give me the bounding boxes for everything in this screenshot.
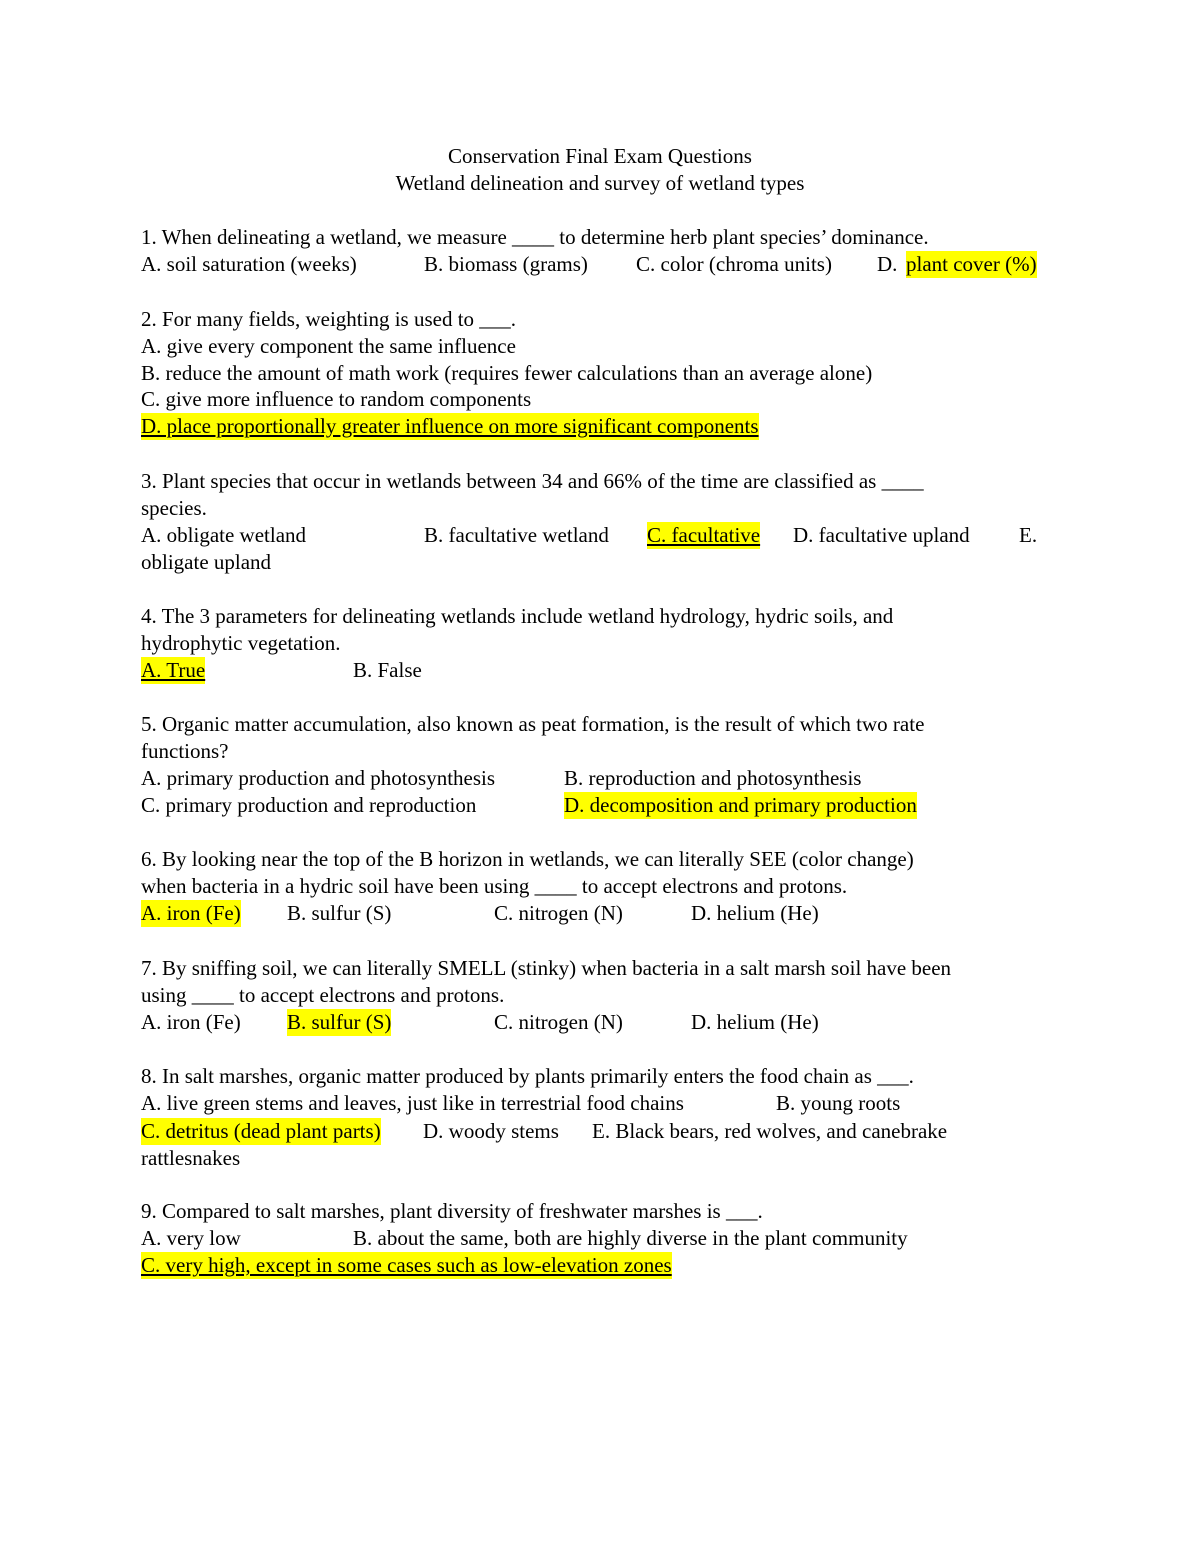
q2-option-a: A. give every component the same influence [141,334,516,358]
q1-option-c: C. color (chroma units) [636,252,832,276]
exam-subtitle: Wetland delineation and survey of wetland types [395,171,805,195]
q7-option-c: C. nitrogen (N) [494,1010,623,1034]
q5-option-c: C. primary production and reproduction [141,793,477,817]
question-4-stem: 4. The 3 parameters for delineating wetlands include wetland hydrology, hydric soils, and [141,604,894,628]
q9-option-c-answer: C. very high, except in some cases such as low-elevation zones [141,1253,672,1277]
question-9-stem: 9. Compared to salt marshes, plant diversity of freshwater marshes is ___. [141,1199,763,1223]
question-3-stem: 3. Plant species that occur in wetlands between 34 and 66% of the time are classified as ____ [141,469,924,493]
q8-option-a: A. live green stems and leaves, just like in terrestrial food chains [141,1091,684,1115]
q8-option-b: B. young roots [776,1091,901,1115]
q8-option-e: E. Black bears, red wolves, and canebrake [592,1119,948,1143]
q6-option-a-answer: A. iron (Fe) [141,901,241,925]
q9-option-b: B. about the same, both are highly diverse in the plant community [353,1226,908,1250]
q6-option-d: D. helium (He) [691,901,819,925]
exam-title: Conservation Final Exam Questions Wetland delineation and survey of wetland types [395,144,805,195]
q6-option-c: C. nitrogen (N) [494,901,623,925]
q4-option-a-answer: A. True [141,658,206,682]
q2-option-d-answer: D. place proportionally greater influence on more significant components [141,414,759,438]
question-6-stem: 6. By looking near the top of the B horizon in wetlands, we can literally SEE (color change) [141,847,914,871]
question-3-stem-cont: species. [141,496,207,520]
question-5-stem-cont: functions? [141,739,229,763]
question-7-stem-cont: using ____ to accept electrons and protons. [141,983,505,1007]
question-8-stem: 8. In salt marshes, organic matter produced by plants primarily enters the food chain as ___. [141,1064,914,1088]
q8-option-d: D. woody stems [423,1119,559,1143]
q7-option-b-answer: B. sulfur (S) [287,1010,392,1034]
q1-option-d-letter: D. [877,252,898,276]
question-7-stem: 7. By sniffing soil, we can literally SMELL (stinky) when bacteria in a salt marsh soil have been [141,956,952,980]
q1-option-a: A. soil saturation (weeks) [141,252,357,276]
question-4-stem-cont: hydrophytic vegetation. [141,631,341,655]
q6-option-b: B. sulfur (S) [287,901,392,925]
q5-option-d-answer: D. decomposition and primary production [564,793,917,817]
q4-option-b: B. False [353,658,422,682]
q8-option-e-cont: rattlesnakes [141,1146,241,1170]
q3-option-a: A. obligate wetland [141,523,307,547]
question-5-stem: 5. Organic matter accumulation, also known as peat formation, is the result of which two rate [141,712,925,736]
q3-option-c-answer: C. facultative [647,523,761,547]
question-1-stem: 1. When delineating a wetland, we measure ____ to determine herb plant species’ dominance. [141,225,929,249]
q3-option-e: obligate upland [141,550,272,574]
q2-option-b: B. reduce the amount of math work (requires fewer calculations than an average alone) [141,361,873,385]
question-2-stem: 2. For many fields, weighting is used to ___. [141,307,517,331]
q1-option-d-answer: plant cover (%) [906,252,1037,276]
q7-option-a: A. iron (Fe) [141,1010,241,1034]
question-6-stem-cont: when bacteria in a hydric soil have been using ____ to accept electrons and protons. [141,874,848,898]
q5-option-b: B. reproduction and photosynthesis [564,766,862,790]
q3-option-d: D. facultative upland [793,523,970,547]
q5-option-a: A. primary production and photosynthesis [141,766,496,790]
q2-option-c: C. give more influence to random components [141,387,532,411]
q7-option-d: D. helium (He) [691,1010,819,1034]
q8-option-c-answer: C. detritus (dead plant parts) [141,1119,381,1143]
q3-option-b: B. facultative wetland [424,523,609,547]
q3-option-e-letter: E. [1019,523,1038,547]
q9-option-a: A. very low [141,1226,241,1250]
q1-option-b: B. biomass (grams) [424,252,588,276]
